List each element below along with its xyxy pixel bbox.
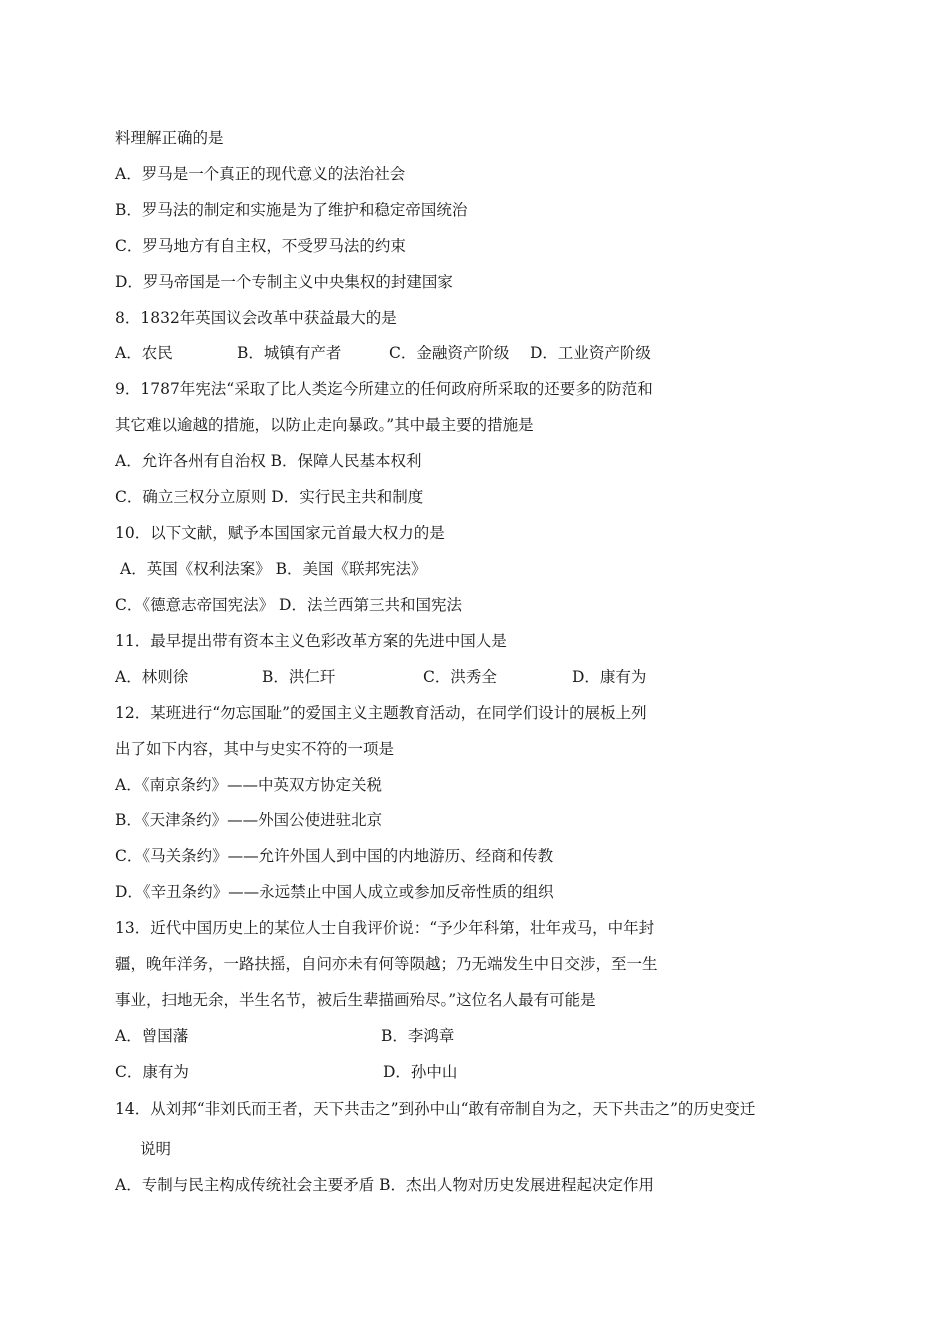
q14-stem-line1: 14．从刘邦“非刘氏而王者，天下共击之”到孙中山“敢有帝制自为之，天下共击之”的历史变迁	[115, 1100, 756, 1118]
q13-stem-line2: 疆，晚年洋务，一路扶摇，自问亦未有何等陨越；乃无端发生中日交涉，至一生	[115, 955, 658, 973]
q10-stem: 10．以下文献，赋予本国国家元首最大权力的是	[115, 524, 445, 542]
q11-option-d: D．康有为	[572, 668, 647, 686]
q11-option-c: C．洪秀全	[423, 668, 497, 686]
q7-option-c: C．罗马地方有自主权，不受罗马法的约束	[115, 237, 406, 255]
q14-stem-line2: 说明	[140, 1140, 172, 1158]
q12-option-a: A．《南京条约》——中英双方协定关税	[115, 776, 382, 794]
q9-stem-line1: 9．1787年宪法“采取了比人类迄今所建立的任何政府所采取的还要多的防范和	[115, 380, 653, 398]
q9-options-cd: C．确立三权分立原则 D．实行民主共和制度	[115, 488, 424, 506]
q13-option-c: C．康有为	[115, 1063, 189, 1081]
q10-options-ab: A．英国《权利法案》 B．美国《联邦宪法》	[120, 560, 427, 578]
q13-option-d: D．孙中山	[383, 1063, 458, 1081]
q8-stem: 8．1832年英国议会改革中获益最大的是	[115, 309, 397, 327]
q8-option-a: A．农民	[115, 344, 173, 362]
q8-option-b: B．城镇有产者	[237, 344, 342, 362]
q13-stem-line1: 13．近代中国历史上的某位人士自我评价说：“予少年科第，壮年戎马，中年封	[115, 919, 655, 937]
q8-option-c: C．金融资产阶级	[389, 344, 510, 362]
q13-stem-line3: 事业，扫地无余，半生名节，被后生辈描画殆尽。”这位名人最有可能是	[115, 991, 596, 1009]
q12-stem-line1: 12．某班进行“勿忘国耻”的爱国主义主题教育活动，在同学们设计的展板上列	[115, 704, 647, 722]
q13-option-b: B．李鸿章	[381, 1027, 455, 1045]
q10-options-cd: C．《德意志帝国宪法》 D．法兰西第三共和国宪法	[115, 596, 462, 614]
q7-option-d: D．罗马帝国是一个专制主义中央集权的封建国家	[115, 273, 453, 291]
q14-options-ab: A．专制与民主构成传统社会主要矛盾 B．杰出人物对历史发展进程起决定作用	[115, 1176, 655, 1194]
q7-option-b: B．罗马法的制定和实施是为了维护和稳定帝国统治	[115, 201, 468, 219]
q7-stem-continuation: 料理解正确的是	[115, 129, 224, 147]
q12-stem-line2: 出了如下内容，其中与史实不符的一项是	[115, 740, 395, 758]
q12-option-c: C．《马关条约》——允许外国人到中国的内地游历、经商和传教	[115, 847, 554, 865]
q11-option-b: B．洪仁玕	[262, 668, 336, 686]
q7-option-a: A．罗马是一个真正的现代意义的法治社会	[115, 165, 406, 183]
q12-option-d: D．《辛丑条约》——永远禁止中国人成立或参加反帝性质的组织	[115, 883, 554, 901]
q12-option-b: B．《天津条约》——外国公使进驻北京	[115, 811, 383, 829]
q9-stem-line2: 其它难以逾越的措施，以防止走向暴政。”其中最主要的措施是	[115, 416, 534, 434]
q11-option-a: A．林则徐	[115, 668, 189, 686]
q11-stem: 11．最早提出带有资本主义色彩改革方案的先进中国人是	[115, 632, 507, 650]
q8-option-d: D．工业资产阶级	[530, 344, 651, 362]
q13-option-a: A．曾国藩	[115, 1027, 189, 1045]
q9-options-ab: A．允许各州有自治权 B．保障人民基本权利	[115, 452, 422, 470]
